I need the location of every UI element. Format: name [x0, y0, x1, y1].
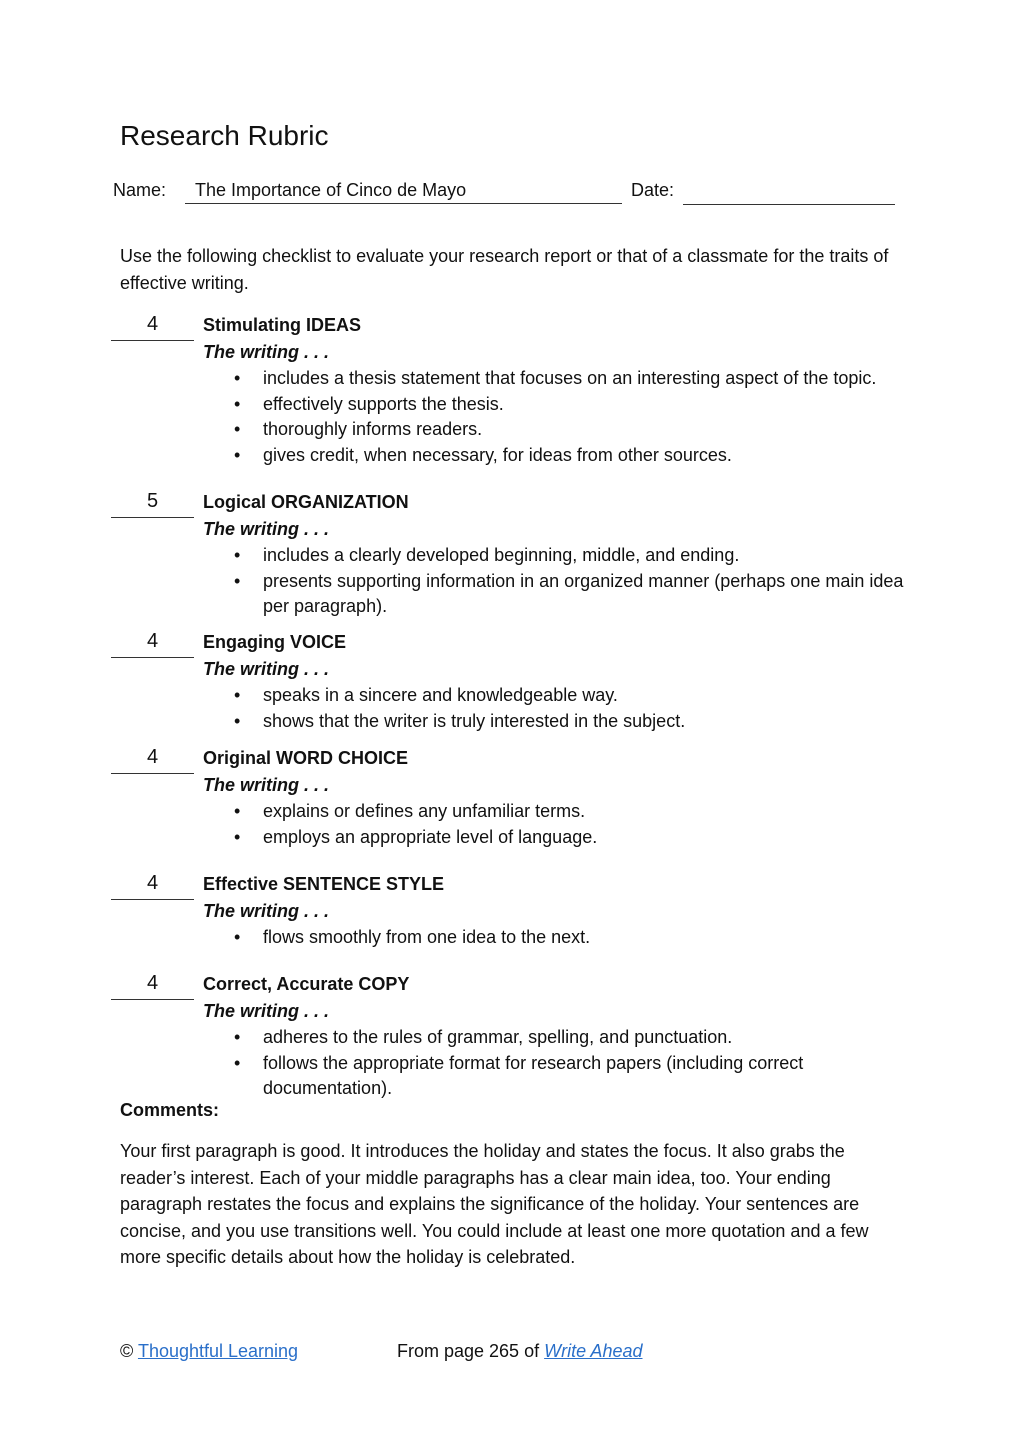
- bullet-icon: •: [234, 393, 241, 414]
- criteria-list: [232, 683, 932, 734]
- bullet-icon: •: [234, 545, 241, 565]
- criteria-text: speaks in a sincere and knowledgeable way.: [263, 685, 618, 705]
- criteria-item: [232, 825, 932, 851]
- criteria-item: [232, 443, 932, 469]
- writing-label: The writing . . .: [203, 519, 329, 539]
- criteria-text: flows smoothly from one idea to the next.: [263, 927, 591, 947]
- bullet-icon: •: [234, 444, 241, 465]
- trait-title: Effective SENTENCE STYLE: [203, 874, 445, 894]
- criteria-text: gives credit, when necessary, for ideas from other sources.: [263, 444, 732, 465]
- criteria-text: effectively supports the thesis.: [263, 393, 504, 414]
- intro-text: Use the following checklist to evaluate your research report or that of a classmate for the traits of effective writing.: [120, 246, 889, 293]
- book-link[interactable]: Write Ahead: [544, 1341, 643, 1361]
- criteria-list: [232, 925, 932, 951]
- bullet-icon: •: [234, 419, 241, 439]
- footer-source: [397, 1341, 643, 1362]
- score-field[interactable]: 4: [111, 630, 194, 658]
- score-field[interactable]: 4: [111, 746, 194, 774]
- writing-label: The writing . . .: [203, 1001, 329, 1021]
- criteria-list: [232, 1025, 932, 1102]
- comments-text: Your first paragraph is good. It introduces the holiday and states the focus. It also grabs the reader’s interest. Each of your middle paragraphs has a clear main idea, too. Your ending paragraph restates the focus and explains the significance of the holiday. Your sentences are concise, and you use transitions well. You could include at least one more quotation and a few more specific details about how the holiday is celebrated.: [120, 1141, 869, 1267]
- criteria-text: presents supporting information in an organized manner (perhaps one main idea per paragraph).: [263, 570, 904, 616]
- criteria-text: includes a clearly developed beginning, middle, and ending.: [263, 545, 740, 565]
- page-title: Research Rubric: [120, 120, 329, 151]
- criteria-item: [232, 683, 932, 709]
- trait-title: Engaging VOICE: [203, 632, 347, 652]
- criteria-item: [232, 1025, 932, 1051]
- criteria-text: thoroughly informs readers.: [263, 419, 483, 439]
- writing-label: The writing . . .: [203, 659, 329, 679]
- criteria-list: [232, 799, 932, 850]
- criteria-text: explains or defines any unfamiliar terms.: [263, 801, 586, 821]
- bullet-icon: •: [234, 368, 241, 388]
- bullet-icon: •: [234, 927, 241, 947]
- trait-title: Correct, Accurate COPY: [203, 974, 410, 994]
- criteria-text: includes a thesis statement that focuses on an interesting aspect of the topic.: [263, 368, 877, 388]
- publisher-link[interactable]: Thoughtful Learning: [137, 1341, 299, 1361]
- writing-label: The writing . . .: [203, 342, 329, 362]
- trait-title: Stimulating IDEAS: [203, 315, 362, 335]
- name-field[interactable]: The Importance of Cinco de Mayo: [185, 180, 622, 204]
- name-label: Name:: [113, 180, 167, 200]
- criteria-list: [232, 366, 932, 468]
- criteria-item: [232, 366, 932, 392]
- criteria-item: [232, 1051, 932, 1102]
- writing-label: The writing . . .: [203, 901, 329, 921]
- criteria-item: [232, 569, 932, 620]
- bullet-icon: •: [234, 801, 241, 821]
- criteria-item: [232, 417, 932, 443]
- score-field[interactable]: 5: [111, 490, 194, 518]
- criteria-item: [232, 392, 932, 418]
- criteria-text: adheres to the rules of grammar, spelling, and punctuation.: [263, 1027, 733, 1047]
- copyright-symbol: ©: [120, 1341, 134, 1361]
- criteria-item: [232, 709, 932, 735]
- bullet-icon: •: [234, 1052, 241, 1073]
- date-label: Date:: [631, 180, 675, 200]
- date-field[interactable]: [683, 180, 895, 205]
- comments-label: Comments:: [120, 1100, 220, 1120]
- criteria-item: [232, 925, 932, 951]
- writing-label: The writing . . .: [203, 775, 329, 795]
- score-field[interactable]: 4: [111, 872, 194, 900]
- footer-copyright: [120, 1341, 298, 1362]
- criteria-text: shows that the writer is truly interested in the subject.: [263, 710, 686, 731]
- bullet-icon: •: [234, 710, 241, 731]
- criteria-text: follows the appropriate format for research papers (including correct documentation).: [263, 1052, 804, 1098]
- criteria-item: [232, 799, 932, 825]
- bullet-icon: •: [234, 570, 241, 591]
- bullet-icon: •: [234, 685, 241, 705]
- bullet-icon: •: [234, 1027, 241, 1047]
- source-prefix: From page 265 of: [397, 1341, 540, 1361]
- score-field[interactable]: 4: [111, 313, 194, 341]
- trait-title: Logical ORGANIZATION: [203, 492, 409, 512]
- bullet-icon: •: [234, 826, 241, 847]
- criteria-list: [232, 543, 932, 620]
- criteria-item: [232, 543, 932, 569]
- trait-title: Original WORD CHOICE: [203, 748, 409, 768]
- criteria-text: employs an appropriate level of language.: [263, 826, 598, 847]
- score-field[interactable]: 4: [111, 972, 194, 1000]
